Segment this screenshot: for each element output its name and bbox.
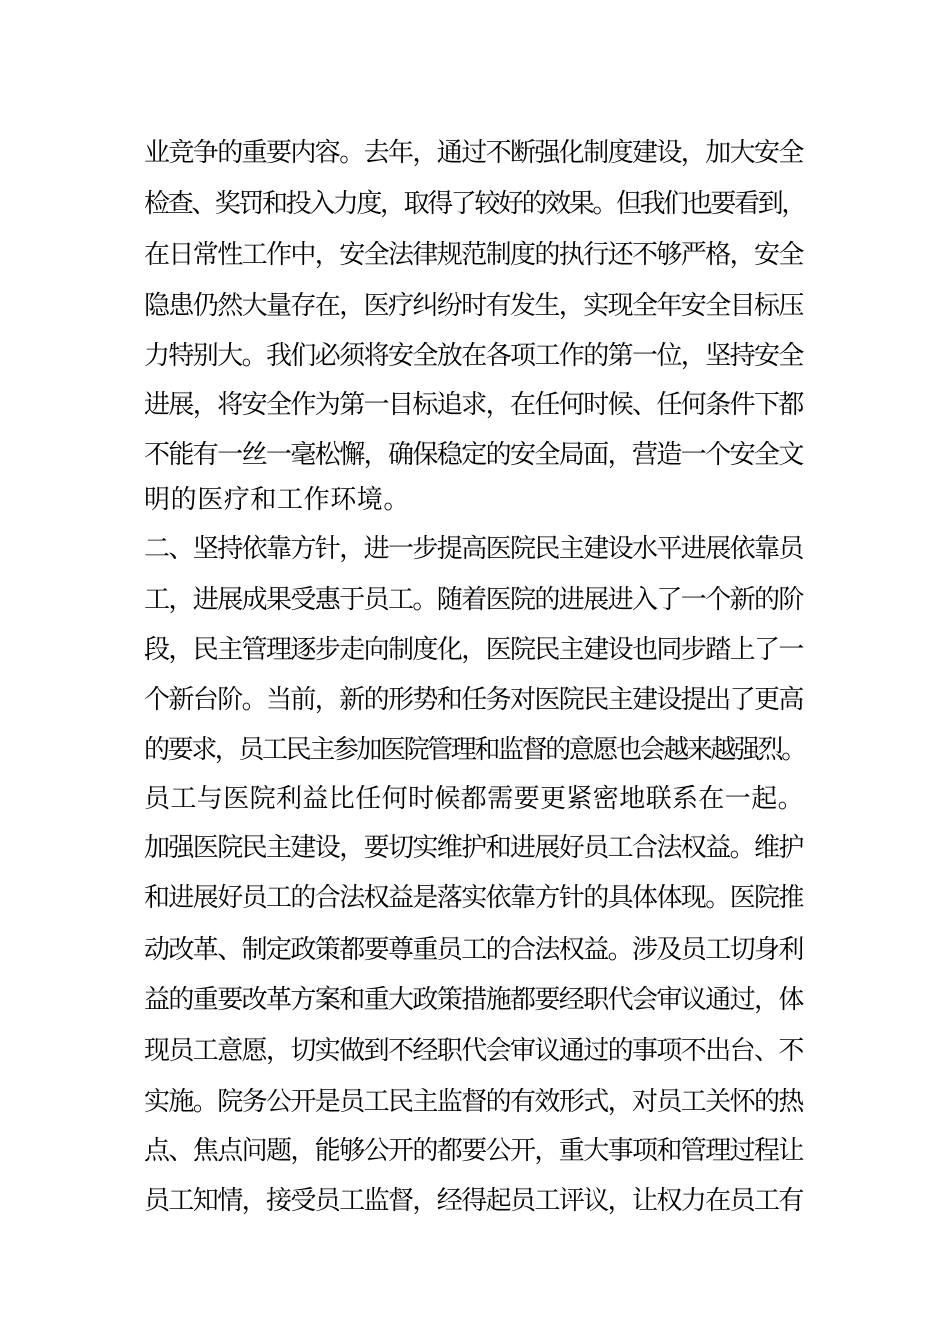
text-line: 员工与医院利益比任何时候都需要更紧密地联系在一起。 <box>144 784 805 814</box>
text-line: 力特别大。我们必须将安全放在各项工作的第一位，坚持安全 <box>144 341 803 371</box>
text-line: 实施。院务公开是员工民主监督的有效形式，对员工关怀的热 <box>144 1087 803 1117</box>
text-line: 进展，将安全作为第一目标追求，在任何时候、任何条件下都 <box>144 390 803 420</box>
text-line: 现员工意愿，切实做到不经职代会审议通过的事项不出台、不 <box>144 1036 803 1066</box>
text-line: 员工知情，接受员工监督，经得起员工评议，让权力在员工有 <box>144 1186 803 1216</box>
text-line: 段，民主管理逐步走向制度化，医院民主建设也同步踏上了一 <box>144 635 803 665</box>
text-line: 动改革、制定政策都要尊重员工的合法权益。涉及员工切身利 <box>144 935 803 965</box>
text-line: 个新台阶。当前，新的形势和任务对医院民主建设提出了更高 <box>144 685 803 715</box>
text-line: 检查、奖罚和投入力度，取得了较好的效果。但我们也要看到， <box>144 189 805 219</box>
text-line: 业竞争的重要内容。去年，通过不断强化制度建设，加大安全 <box>144 138 803 168</box>
text-line: 的要求，员工民主参加医院管理和监督的意愿也会越来越强烈。 <box>144 735 805 765</box>
text-line: 不能有一丝一毫松懈，确保稳定的安全局面，营造一个安全文 <box>144 440 803 470</box>
text-line: 益的重要改革方案和重大政策措施都要经职代会审议通过，体 <box>144 985 803 1015</box>
text-line: 和进展好员工的合法权益是落实依靠方针的具体体现。医院推 <box>144 883 803 913</box>
text-line: 点、焦点问题，能够公开的都要公开，重大事项和管理过程让 <box>144 1136 803 1166</box>
text-line: 加强医院民主建设，要切实维护和进展好员工合法权益。维护 <box>144 833 803 863</box>
text-line: 明的医疗和工作环境。 <box>144 485 411 515</box>
text-line: 二、坚持依靠方针，进一步提高医院民主建设水平进展依靠员 <box>144 534 803 564</box>
text-line: 在日常性工作中，安全法律规范制度的执行还不够严格，安全 <box>144 240 803 270</box>
text-line: 工，进展成果受惠于员工。随着医院的进展进入了一个新的阶 <box>144 585 803 615</box>
text-line: 隐患仍然大量存在，医疗纠纷时有发生，实现全年安全目标压 <box>144 291 803 321</box>
